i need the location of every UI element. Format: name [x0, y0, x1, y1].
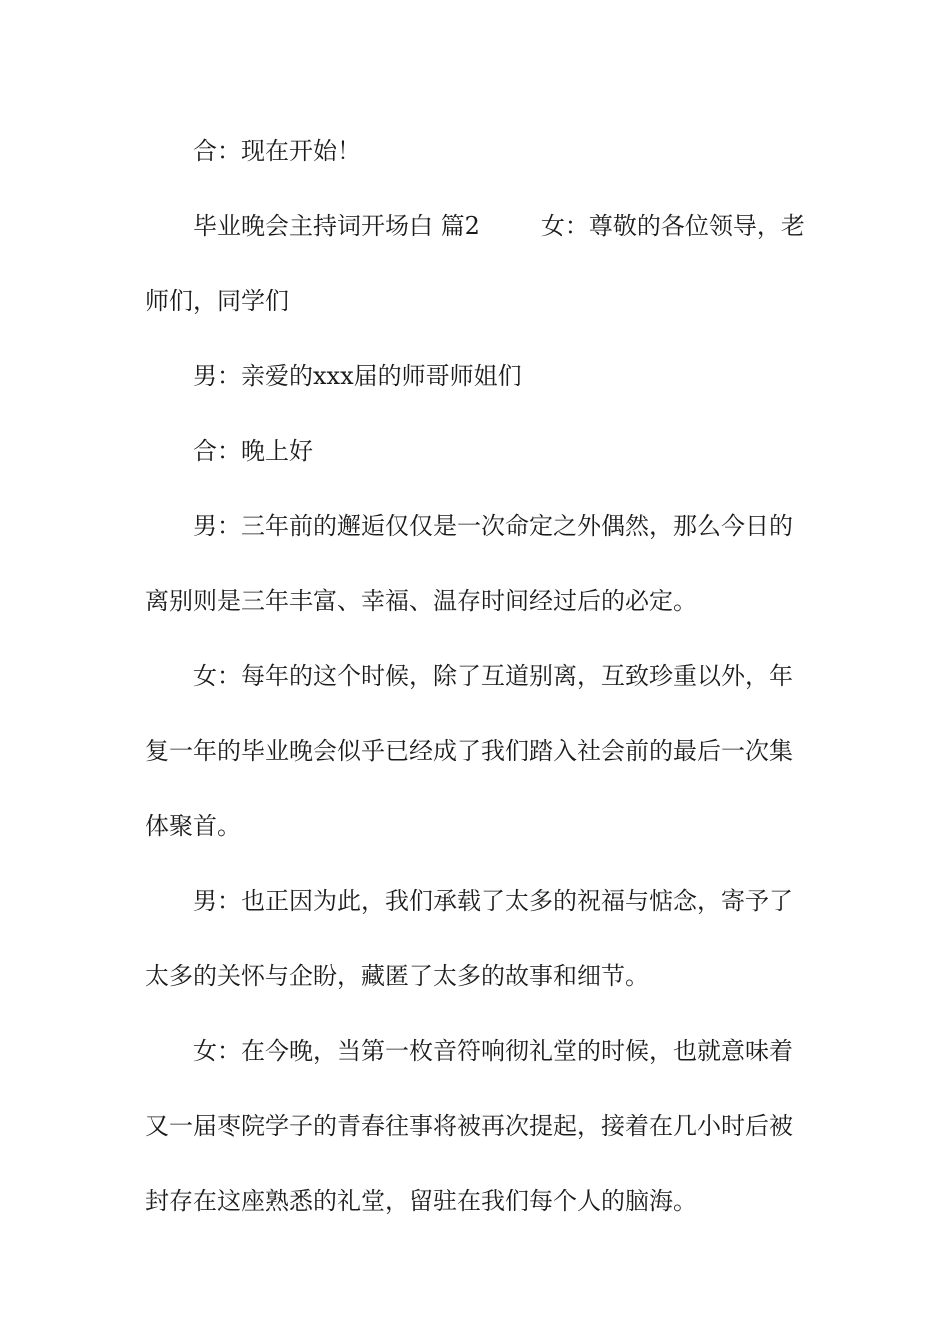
text-line-5: 合：晚上好 — [193, 437, 313, 465]
text-line-15: 封存在这座熟悉的礼堂，留驻在我们每个人的脑海。 — [145, 1187, 697, 1215]
text-line-9: 复一年的毕业晚会似乎已经成了我们踏入社会前的最后一次集 — [145, 737, 793, 765]
text-line-1: 合：现在开始！ — [193, 137, 361, 165]
text-line-2: 毕业晚会主持词开场白 篇2 女：尊敬的各位领导，老 — [193, 212, 805, 240]
text-line-12: 太多的关怀与企盼，藏匿了太多的故事和细节。 — [145, 962, 649, 990]
text-line-11: 男：也正因为此，我们承载了太多的祝福与惦念，寄予了 — [193, 887, 793, 915]
text-line-4: 男：亲爱的xxx届的师哥师姐们 — [193, 362, 522, 390]
text-line-10: 体聚首。 — [145, 812, 241, 840]
text-line-13: 女：在今晚，当第一枚音符响彻礼堂的时候，也就意味着 — [193, 1037, 793, 1065]
text-line-7: 离别则是三年丰富、幸福、温存时间经过后的必定。 — [145, 587, 697, 615]
text-line-6: 男：三年前的邂逅仅仅是一次命定之外偶然，那么今日的 — [193, 512, 793, 540]
text-line-8: 女：每年的这个时候，除了互道别离，互致珍重以外，年 — [193, 662, 793, 690]
text-line-14: 又一届枣院学子的青春往事将被再次提起，接着在几小时后被 — [145, 1112, 793, 1140]
text-line-3: 师们，同学们 — [145, 287, 289, 315]
